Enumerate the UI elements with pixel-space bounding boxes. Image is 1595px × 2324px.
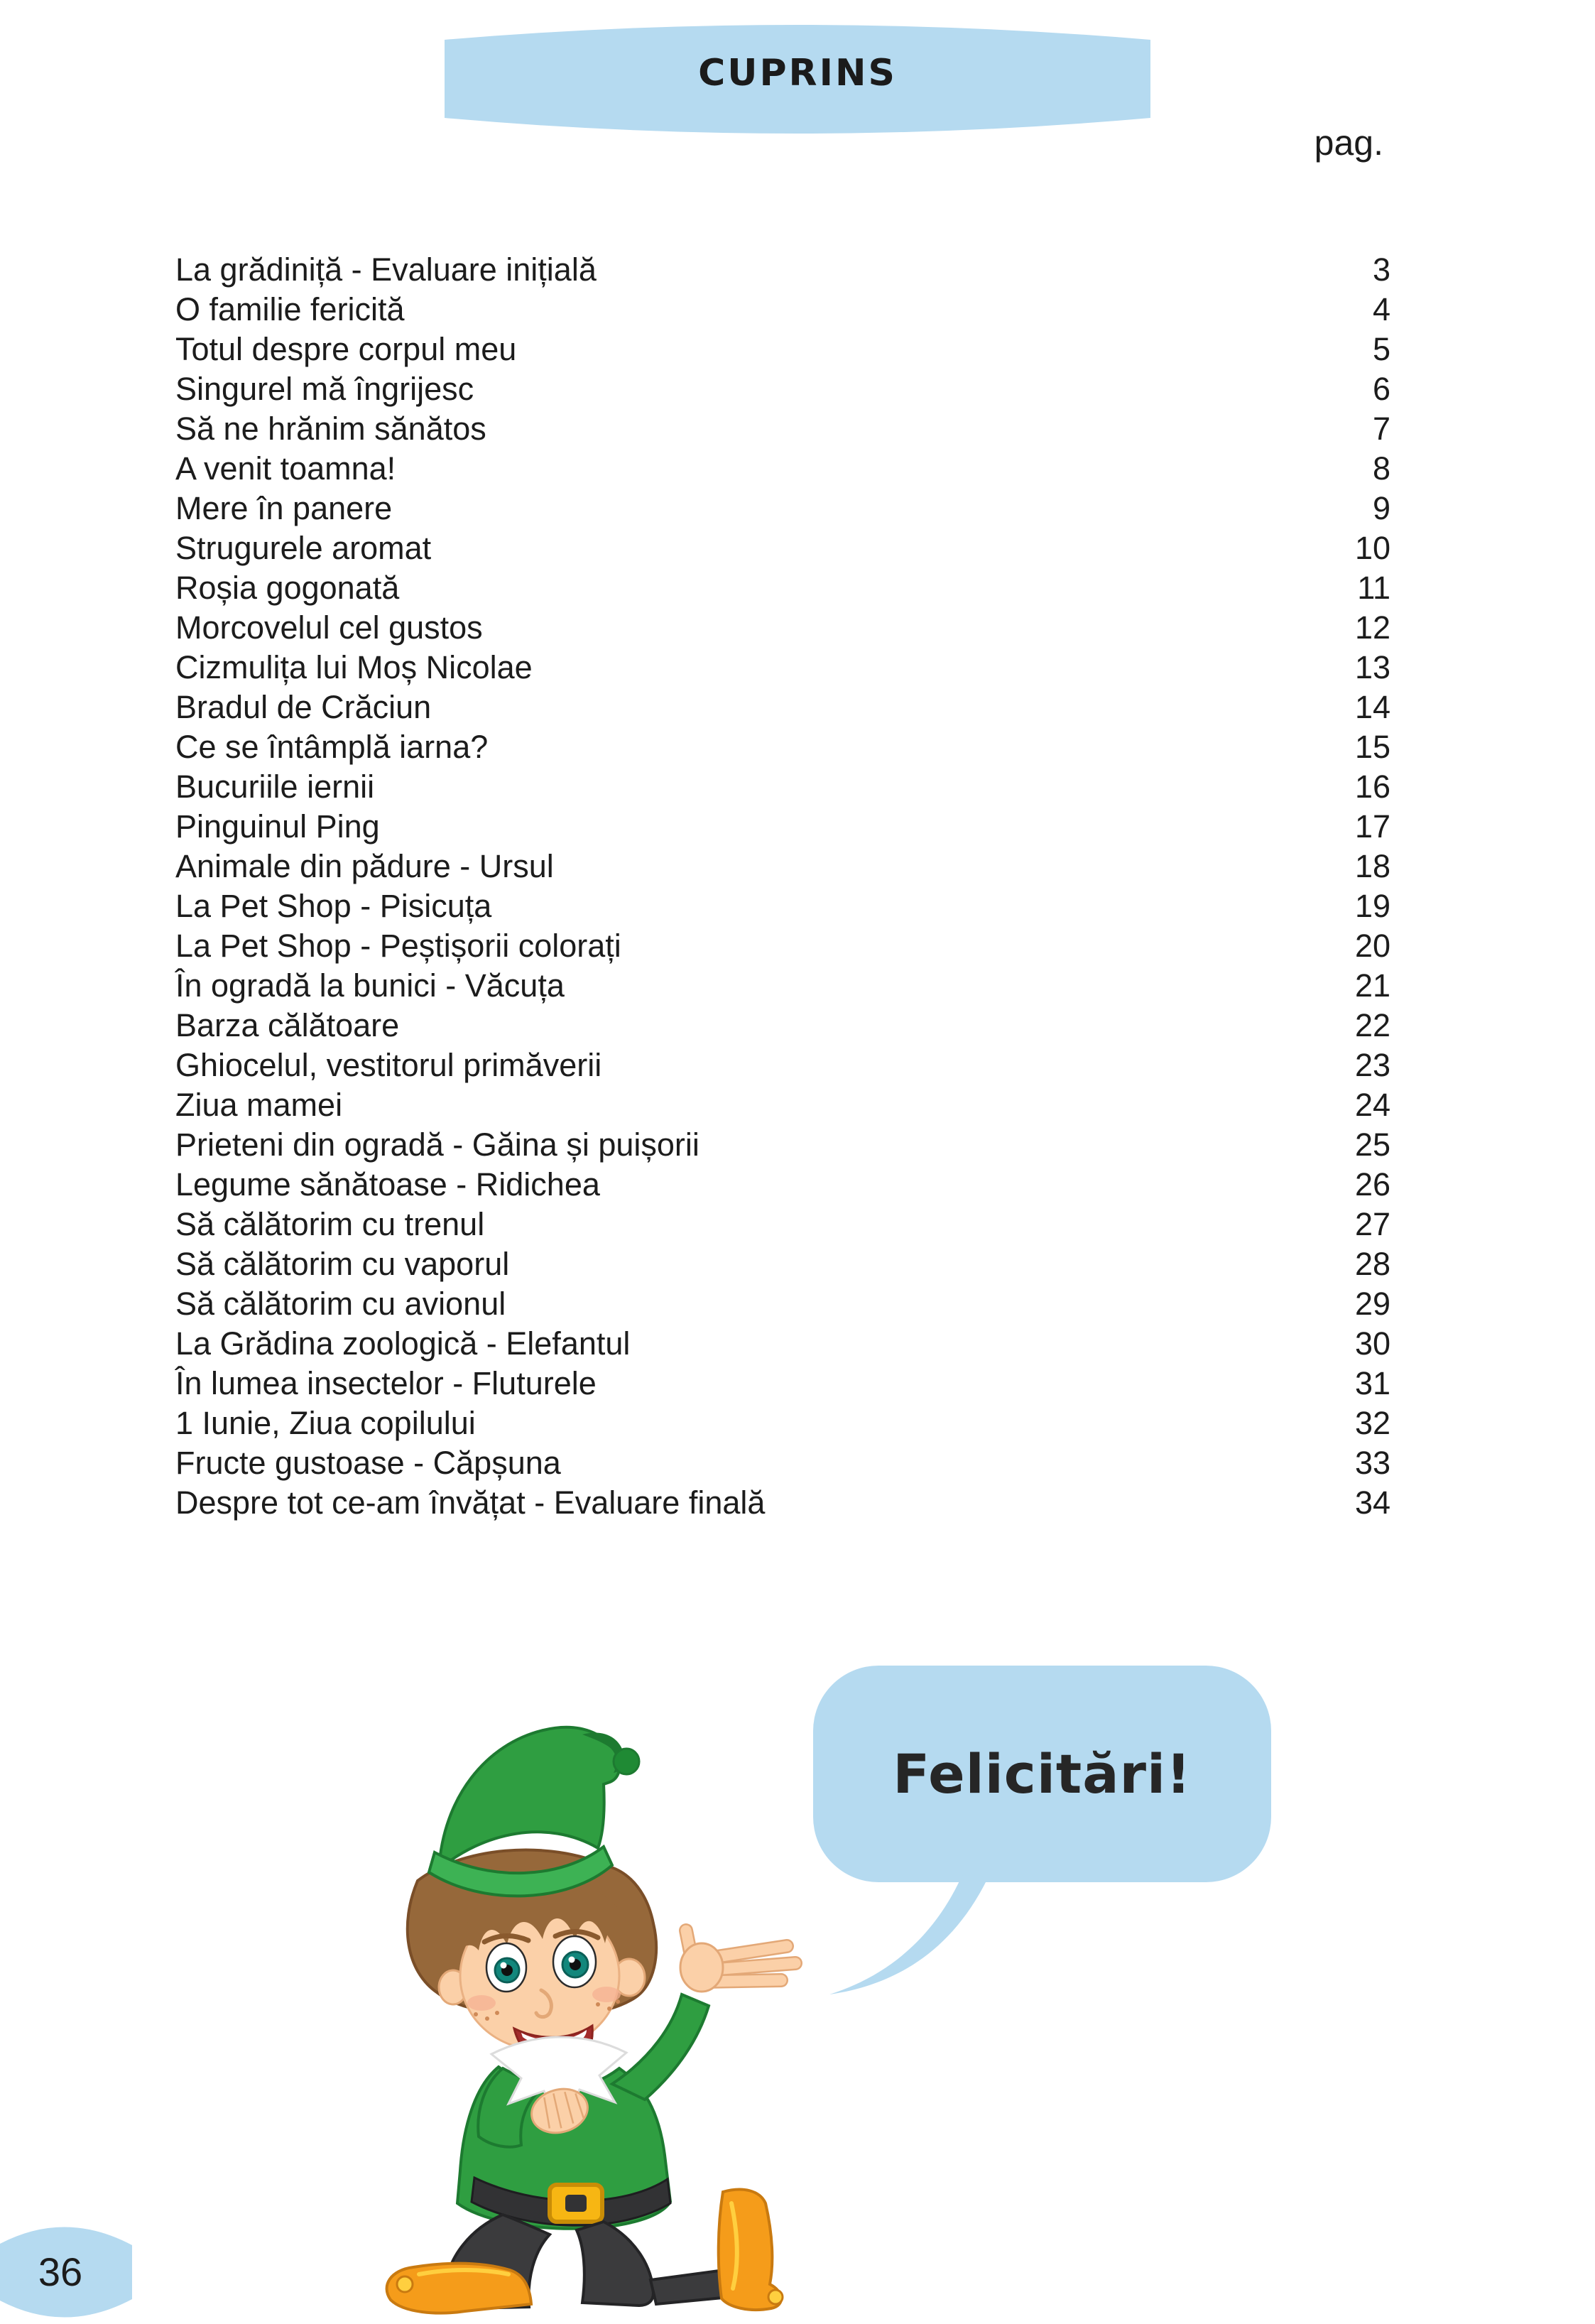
toc-row	[175, 727, 1390, 767]
toc-entry-page-number: 28	[1354, 1246, 1390, 1282]
toc-entry-title: Morcovelul cel gustos	[175, 609, 483, 646]
toc-row	[175, 1284, 1390, 1324]
toc-entry-title: La grădiniță - Evaluare inițială	[175, 251, 597, 288]
speech-bubble-text: Felicitări!	[893, 1742, 1192, 1806]
page-column-label: pag.	[1314, 123, 1383, 163]
toc-entry-page-number: 3	[1372, 251, 1390, 288]
toc-row	[175, 330, 1390, 369]
toc-entry-page-number: 26	[1354, 1166, 1390, 1202]
toc-entry-title: Pinguinul Ping	[175, 808, 380, 845]
elf-right-leg	[577, 2222, 653, 2306]
elf-right-boot	[719, 2190, 783, 2311]
toc-entry-page-number: 23	[1354, 1047, 1390, 1083]
page-number: 36	[38, 2249, 83, 2294]
elf-hat	[439, 1727, 619, 1869]
elf-pointing-arm	[612, 1994, 709, 2100]
toc-entry-title: Mere în panere	[175, 490, 393, 526]
toc-entry-page-number: 31	[1354, 1365, 1390, 1401]
toc-row	[175, 767, 1390, 807]
toc-row	[175, 369, 1390, 409]
toc-row	[175, 1403, 1390, 1443]
toc-entry-page-number: 33	[1354, 1445, 1390, 1481]
toc-row	[175, 608, 1390, 648]
toc-entry-page-number: 8	[1372, 450, 1390, 487]
toc-entry-page-number: 25	[1354, 1126, 1390, 1163]
page-number-badge	[0, 2220, 135, 2324]
toc-entry-title: Ziua mamei	[175, 1087, 343, 1123]
toc-row	[175, 1085, 1390, 1125]
toc-list	[175, 250, 1390, 1523]
toc-row	[175, 449, 1390, 489]
toc-entry-title: Să ne hrănim sănătos	[175, 411, 486, 447]
toc-entry-title: Să călătorim cu vaporul	[175, 1246, 510, 1282]
elf-eye-left	[486, 1943, 526, 1992]
toc-entry-title: Animale din pădure - Ursul	[175, 848, 554, 884]
toc-row	[175, 1483, 1390, 1523]
elf-eye-right	[553, 1936, 596, 1987]
elf-hat-pompom	[614, 1749, 639, 1774]
toc-row	[175, 409, 1390, 449]
toc-entry-title: Bucuriile iernii	[175, 769, 375, 805]
toc-entry-title: Să călătorim cu avionul	[175, 1286, 506, 1322]
toc-entry-page-number: 29	[1354, 1286, 1390, 1322]
toc-row	[175, 250, 1390, 290]
toc-entry-page-number: 16	[1354, 769, 1390, 805]
toc-entry-page-number: 5	[1372, 331, 1390, 367]
toc-entry-page-number: 12	[1354, 609, 1390, 646]
elf-blush-right	[592, 1987, 621, 2002]
toc-row	[175, 807, 1390, 847]
toc-row	[175, 290, 1390, 330]
toc-row	[175, 648, 1390, 688]
toc-entry-page-number: 4	[1372, 291, 1390, 327]
toc-entry-page-number: 19	[1354, 888, 1390, 924]
toc-row	[175, 688, 1390, 727]
toc-row	[175, 1205, 1390, 1244]
toc-entry-title: Cizmulița lui Moș Nicolae	[175, 649, 533, 685]
toc-entry-title: În lumea insectelor - Fluturele	[175, 1365, 597, 1401]
toc-entry-title: Să călătorim cu trenul	[175, 1206, 485, 1242]
speech-bubble	[802, 1655, 1285, 2010]
toc-row	[175, 489, 1390, 528]
toc-entry-page-number: 9	[1372, 490, 1390, 526]
toc-entry-page-number: 17	[1354, 808, 1390, 845]
toc-entry-page-number: 27	[1354, 1206, 1390, 1242]
page-title: CUPRINS	[698, 52, 897, 94]
toc-entry-page-number: 13	[1354, 649, 1390, 685]
toc-entry-title: La Pet Shop - Pisicuța	[175, 888, 492, 924]
toc-entry-title: Ce se întâmplă iarna?	[175, 729, 489, 765]
elf-belt-buckle-hole	[565, 2195, 587, 2212]
toc-entry-page-number: 34	[1354, 1484, 1390, 1521]
toc-entry-title: Singurel mă îngrijesc	[175, 371, 474, 407]
toc-row	[175, 1006, 1390, 1046]
elf-pointing-hand	[680, 1931, 795, 1992]
toc-entry-page-number: 32	[1354, 1405, 1390, 1441]
toc-entry-title: La Grădina zoologică - Elefantul	[175, 1325, 631, 1362]
toc-entry-title: Totul despre corpul meu	[175, 331, 517, 367]
title-banner	[442, 13, 1153, 148]
toc-entry-page-number: 30	[1354, 1325, 1390, 1362]
elf-left-shoe	[387, 2264, 531, 2313]
toc-entry-page-number: 15	[1354, 729, 1390, 765]
toc-entry-title: Strugurele aromat	[175, 530, 432, 566]
elf-blush-left	[467, 1995, 496, 2011]
toc-row	[175, 528, 1390, 568]
toc-entry-title: Barza călătoare	[175, 1007, 400, 1043]
toc-entry-page-number: 24	[1354, 1087, 1390, 1123]
toc-entry-title: Prieteni din ogradă - Găina și puișorii	[175, 1126, 699, 1163]
toc-entry-page-number: 22	[1354, 1007, 1390, 1043]
toc-entry-title: 1 Iunie, Ziua copilului	[175, 1405, 476, 1441]
toc-row	[175, 926, 1390, 966]
toc-row	[175, 847, 1390, 886]
toc-row	[175, 1165, 1390, 1205]
toc-row	[175, 1244, 1390, 1284]
elf-boy-pointing-illustration	[369, 1669, 831, 2323]
toc-row	[175, 1125, 1390, 1165]
toc-entry-page-number: 21	[1354, 967, 1390, 1004]
toc-row	[175, 966, 1390, 1006]
toc-entry-title: În ogradă la bunici - Văcuța	[175, 967, 565, 1004]
toc-row	[175, 568, 1390, 608]
toc-entry-title: Roșia gogonată	[175, 570, 400, 606]
toc-row	[175, 886, 1390, 926]
toc-row	[175, 1364, 1390, 1403]
toc-entry-title: Bradul de Crăciun	[175, 689, 432, 725]
toc-entry-page-number: 7	[1372, 411, 1390, 447]
toc-entry-title: La Pet Shop - Peștișorii colorați	[175, 928, 621, 964]
toc-entry-page-number: 6	[1372, 371, 1390, 407]
toc-row	[175, 1046, 1390, 1085]
toc-entry-title: Despre tot ce-am învățat - Evaluare finală	[175, 1484, 766, 1521]
toc-entry-page-number: 11	[1357, 570, 1390, 606]
toc-entry-title: Ghiocelul, vestitorul primăverii	[175, 1047, 602, 1083]
toc-entry-title: Fructe gustoase - Căpșuna	[175, 1445, 561, 1481]
toc-row	[175, 1443, 1390, 1483]
toc-entry-title: O familie fericită	[175, 291, 405, 327]
toc-entry-page-number: 20	[1354, 928, 1390, 964]
toc-entry-title: A venit toamna!	[175, 450, 396, 487]
toc-entry-page-number: 18	[1354, 848, 1390, 884]
toc-row	[175, 1324, 1390, 1364]
toc-entry-page-number: 14	[1354, 689, 1390, 725]
toc-entry-page-number: 10	[1354, 530, 1390, 566]
toc-entry-title: Legume sănătoase - Ridichea	[175, 1166, 600, 1202]
